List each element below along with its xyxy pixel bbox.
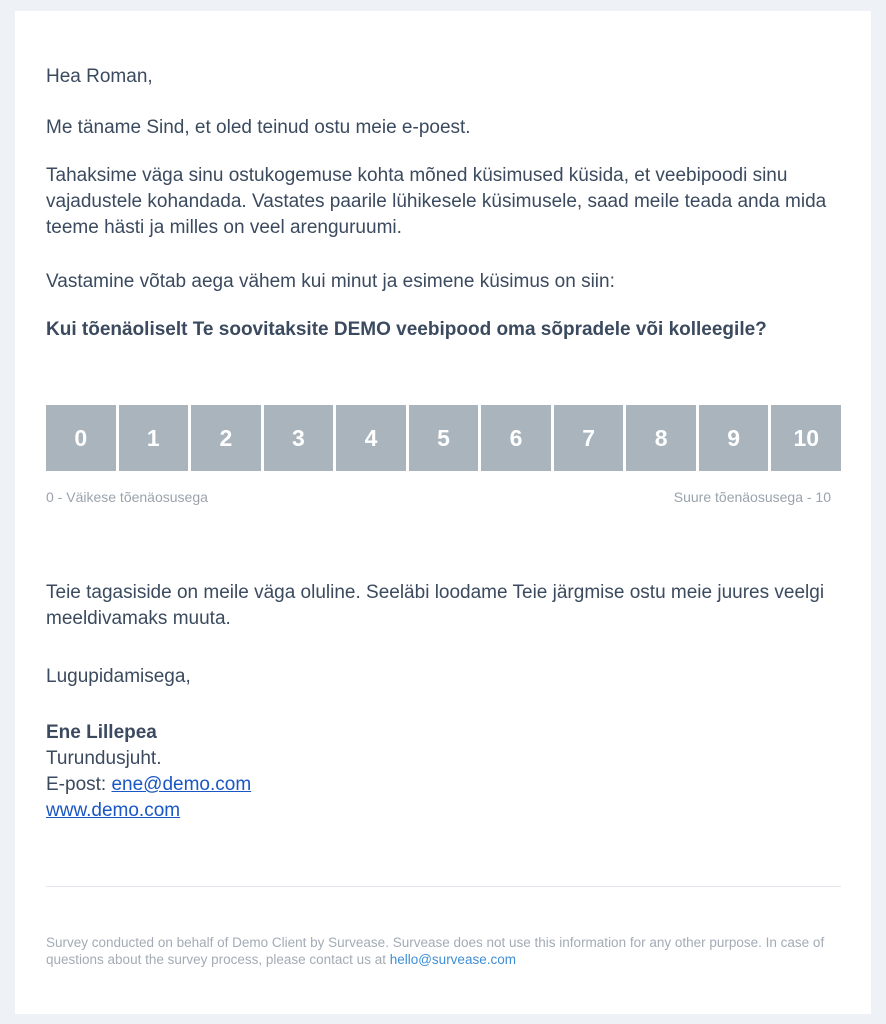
nps-option-3[interactable]: 3	[264, 405, 334, 471]
footer-text	[46, 934, 836, 968]
nps-option-4[interactable]: 4	[336, 405, 406, 471]
signature-name: Ene Lillepea	[46, 722, 157, 743]
website-link[interactable]: www.demo.com	[46, 800, 181, 821]
signature-website-line	[46, 798, 251, 824]
footer-contact-link[interactable]: hello@survease.com	[389, 952, 516, 967]
nps-option-7[interactable]: 7	[554, 405, 624, 471]
nps-scale	[46, 405, 841, 471]
intro-paragraph: Tahaksime väga sinu ostukogemuse kohta mõned küsimused küsida, et veebipoodi sinu vajadustele kohandada. Vastates paarile lühikesele küsimusele, saad meile teada anda mida teeme hästi ja milles on veel arenguruumi.	[46, 165, 827, 238]
scale-labels	[46, 489, 831, 505]
nps-option-1[interactable]: 1	[119, 405, 189, 471]
signature	[46, 720, 251, 824]
email-card	[15, 11, 871, 1014]
email-label: E-post:	[46, 774, 112, 795]
scale-high-label: Suure tõenäosusega - 10	[673, 489, 831, 505]
instruction-paragraph: Vastamine võtab aega vähem kui minut ja esimene küsimus on siin:	[46, 271, 615, 292]
signature-title: Turundusjuht.	[46, 748, 162, 769]
nps-option-9[interactable]: 9	[699, 405, 769, 471]
footer-divider	[46, 886, 841, 887]
regards-text: Lugupidamisega,	[46, 666, 191, 687]
nps-option-8[interactable]: 8	[626, 405, 696, 471]
nps-option-6[interactable]: 6	[481, 405, 551, 471]
feedback-paragraph: Teie tagasiside on meile väga oluline. Seeläbi loodame Teie järgmise ostu meie juures veelgi meeldivamaks muuta.	[46, 582, 825, 629]
nps-option-10[interactable]: 10	[771, 405, 841, 471]
signature-email-link[interactable]: ene@demo.com	[111, 774, 252, 795]
footer-disclaimer: Survey conducted on behalf of Demo Client by Survease. Survease does not use this information for any other purpose. In case of questions about the survey process, please contact us at	[46, 935, 825, 967]
nps-option-5[interactable]: 5	[409, 405, 479, 471]
thanks-text: Me täname Sind, et oled teinud ostu meie e-poest.	[46, 117, 471, 138]
survey-question: Kui tõenäoliselt Te soovitaksite DEMO veebipood oma sõpradele või kolleegile?	[46, 319, 767, 340]
nps-option-0[interactable]: 0	[46, 405, 116, 471]
signature-email-line	[46, 772, 251, 798]
greeting: Hea Roman,	[46, 66, 153, 87]
scale-low-label: 0 - Väikese tõenäosusega	[46, 489, 208, 505]
nps-option-2[interactable]: 2	[191, 405, 261, 471]
